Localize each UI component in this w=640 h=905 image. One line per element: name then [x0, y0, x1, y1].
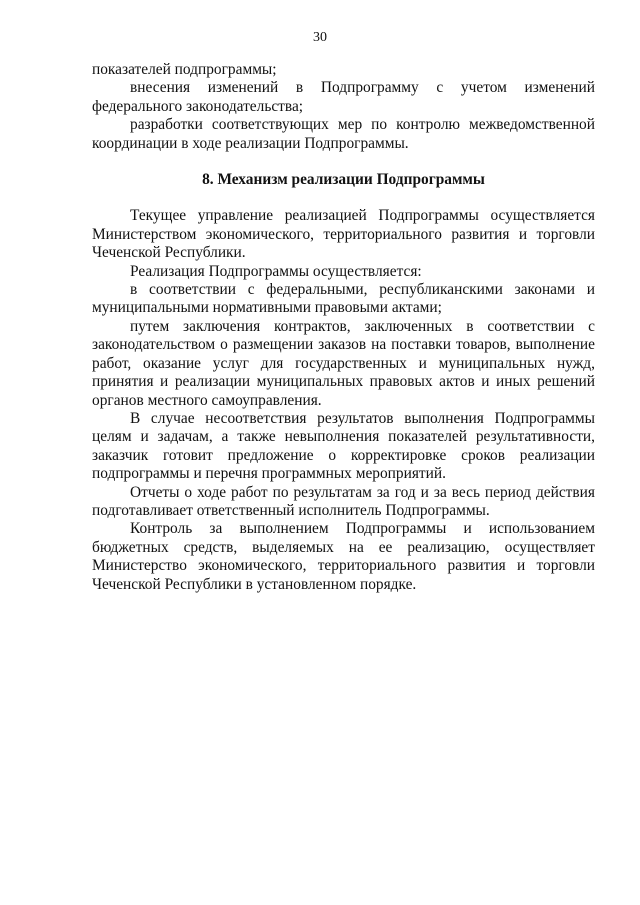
section-paragraph-6: Отчеты о ходе работ по результатам за год и за весь период действия подготавливает ответственный исполнитель Подпрограммы.: [92, 483, 595, 519]
section-paragraph-5: В случае несоответствия результатов выполнения Подпрограммы целям и задачам, а также невыполнения показателей результативности, заказчик готовит предложение о корректировке сроков реализации подпрограммы и перечня программных мероприятий.: [92, 409, 595, 483]
section-paragraph-2: Реализация Подпрограммы осуществляется:: [130, 262, 422, 280]
section-paragraph-3: в соответствии с федеральными, республиканскими законами и муниципальными нормативными правовыми актами;: [92, 281, 595, 317]
document-body: [92, 61, 595, 594]
intro-paragraph-3: разработки соответствующих мер по контролю межведомственной координации в ходе реализации Подпрограммы.: [92, 116, 595, 152]
page-number: 30: [313, 30, 327, 45]
section-heading: 8. Механизм реализации Подпрограммы: [202, 171, 485, 189]
section-paragraph-1: Текущее управление реализацией Подпрограммы осуществляется Министерством экономического, территориального развития и торговли Чеченской Республики.: [92, 207, 595, 262]
section-paragraph-7: Контроль за выполнением Подпрограммы и использованием бюджетных средств, выделяемых на ее реализацию, осуществляет Министерство экономического, территориального развития и торговли Чеченской Республики в установленном порядке.: [92, 520, 595, 593]
intro-paragraph-2: внесения изменений в Подпрограмму с учетом изменений федерального законодательства;: [92, 79, 595, 115]
section-paragraph-4: путем заключения контрактов, заключенных в соответствии с законодательством о размещении заказов на поставки товаров, выполнение работ, оказание услуг для государственных и муниципальных нужд, принятия и реализации муниципальных правовых актов и иных решений органов местного самоуправления.: [92, 317, 595, 409]
intro-paragraph-1: показателей подпрограммы;: [92, 61, 277, 78]
